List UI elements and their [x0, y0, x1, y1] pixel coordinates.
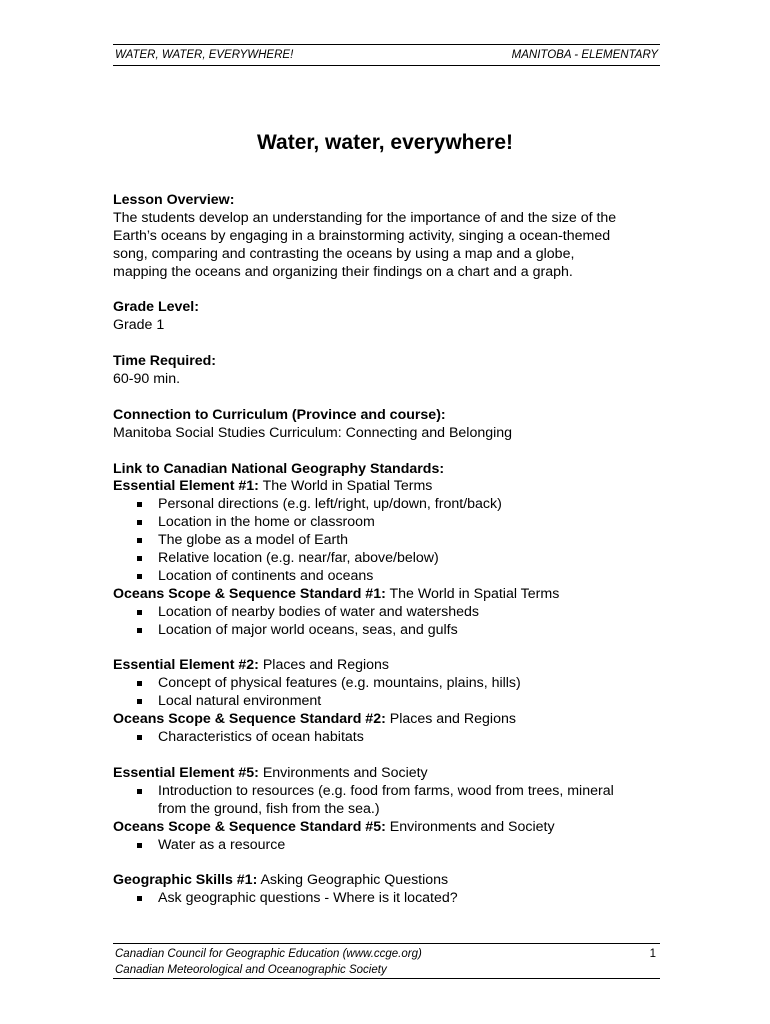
bullet-icon — [137, 628, 142, 633]
bullet-icon — [137, 610, 142, 615]
oceans-standard-1-text: The World in Spatial Terms — [385, 585, 560, 602]
bullet-icon — [137, 735, 142, 740]
bullet-icon — [137, 502, 142, 507]
list-item: Characteristics of ocean habitats — [113, 729, 658, 747]
list-item: Water as a resource — [113, 837, 658, 855]
geographic-skills-1-label: Geographic Skills #1: — [113, 872, 258, 889]
list-item-continuation: from the ground, fish from the sea.) — [158, 800, 380, 817]
time-heading: Time Required: — [113, 353, 217, 370]
list-item: Location of nearby bodies of water and watersheds — [113, 604, 658, 622]
grade-heading: Grade Level: — [113, 299, 199, 316]
oceans-standard-1 — [113, 586, 658, 604]
list-item: Location in the home or classroom — [113, 514, 658, 532]
bullet-icon — [137, 556, 142, 561]
oceans-standard-5-text: Environments and Society — [385, 818, 555, 835]
header-right: MANITOBA - ELEMENTARY — [511, 49, 658, 61]
overview-line: mapping the oceans and organizing their findings on a chart and a graph. — [113, 263, 573, 280]
bullet-icon — [137, 896, 142, 901]
bullet-icon — [137, 789, 142, 794]
document-body — [113, 192, 658, 908]
essential-element-1 — [113, 478, 658, 496]
page-footer — [113, 943, 660, 979]
essential-element-5 — [113, 765, 658, 783]
list-item: Location of continents and oceans — [113, 568, 658, 586]
list-item: The globe as a model of Earth — [113, 532, 658, 550]
essential-element-5-text: Environments and Society — [258, 764, 428, 781]
page-number: 1 — [649, 948, 656, 960]
geographic-skills-1 — [113, 872, 658, 890]
overview-line: song, comparing and contrasting the oceans by using a map and a globe, — [113, 245, 575, 262]
essential-element-2 — [113, 657, 658, 675]
bullet-icon — [137, 538, 142, 543]
bullet-icon — [137, 681, 142, 686]
list-item: Relative location (e.g. near/far, above/below) — [113, 550, 658, 568]
time-value: 60-90 min. — [113, 371, 181, 388]
essential-element-1-text: The World in Spatial Terms — [258, 478, 433, 495]
essential-element-1-label: Essential Element #1: — [113, 478, 259, 495]
oceans-standard-5-label: Oceans Scope & Sequence Standard #5: — [113, 818, 386, 835]
header-left: WATER, WATER, EVERYWHERE! — [115, 49, 294, 61]
oceans-standard-1-label: Oceans Scope & Sequence Standard #1: — [113, 585, 386, 602]
curriculum-value: Manitoba Social Studies Curriculum: Connecting and Belonging — [113, 424, 513, 441]
essential-element-5-label: Essential Element #5: — [113, 764, 259, 781]
footer-line-1: Canadian Council for Geographic Education (www.ccge.org) — [115, 948, 422, 960]
bullet-icon — [137, 699, 142, 704]
overview-line: The students develop an understanding for the importance of and the size of the — [113, 209, 617, 226]
list-item: Location of major world oceans, seas, and gulfs — [113, 622, 658, 640]
bullet-icon — [137, 843, 142, 848]
list-item: Personal directions (e.g. left/right, up/down, front/back) — [113, 496, 658, 514]
essential-element-2-label: Essential Element #2: — [113, 657, 259, 674]
essential-element-2-text: Places and Regions — [258, 657, 390, 674]
oceans-standard-2 — [113, 711, 658, 729]
curriculum-heading: Connection to Curriculum (Province and course): — [113, 406, 446, 423]
footer-line-2: Canadian Meteorological and Oceanographic Society — [115, 964, 387, 976]
standards-heading: Link to Canadian National Geography Standards: — [113, 460, 445, 477]
list-item: Ask geographic questions - Where is it located? — [113, 890, 658, 908]
geographic-skills-1-text: Asking Geographic Questions — [257, 872, 449, 889]
list-item: Concept of physical features (e.g. mountains, plains, hills) — [113, 675, 658, 693]
grade-value: Grade 1 — [113, 317, 165, 334]
page-header — [113, 44, 660, 66]
oceans-standard-2-label: Oceans Scope & Sequence Standard #2: — [113, 711, 386, 728]
bullet-icon — [137, 574, 142, 579]
list-item: Introduction to resources (e.g. food from farms, wood from trees, mineral — [113, 783, 658, 801]
overview-line: Earth’s oceans by engaging in a brainstorming activity, singing a ocean-themed — [113, 227, 611, 244]
list-item: Local natural environment — [113, 693, 658, 711]
oceans-standard-2-text: Places and Regions — [385, 711, 516, 728]
page-title: Water, water, everywhere! — [256, 131, 514, 154]
overview-heading: Lesson Overview: — [113, 192, 235, 208]
bullet-icon — [137, 520, 142, 525]
oceans-standard-5 — [113, 819, 658, 837]
